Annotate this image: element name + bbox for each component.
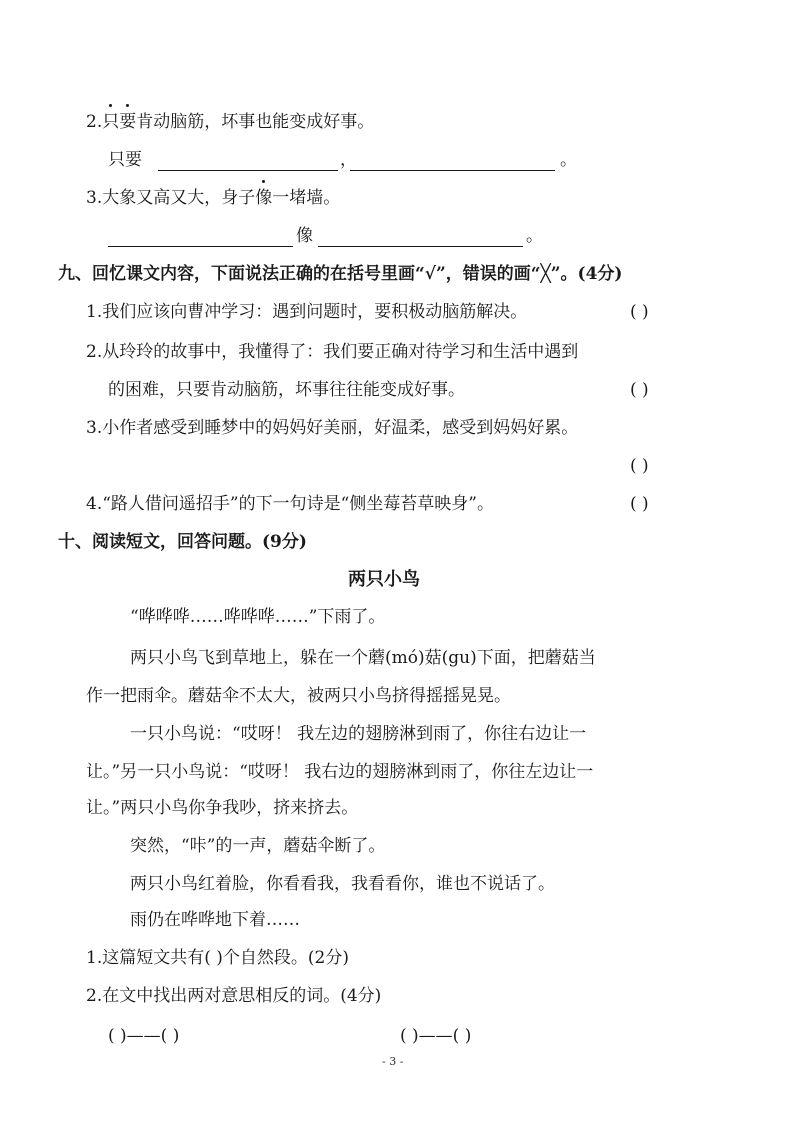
q8-2-dotted-char-1: 只 (102, 112, 120, 132)
passage-para-3-line-3: 让。”两只小鸟你争我吵，挤来挤去。 (86, 798, 359, 818)
q10-2-answer-pair-2[interactable]: ( )——( ) (400, 1026, 472, 1046)
q8-2-dotted-char-2: 要 (119, 112, 137, 132)
q8-2-fill-comma: ， (340, 150, 357, 170)
passage-para-4: 突然，“咔”的一声，蘑菇伞断了。 (130, 836, 386, 856)
q9-3-answer-paren[interactable]: ( ) (630, 456, 649, 476)
passage-para-6: 雨仍在哗哗地下着…… (130, 910, 300, 930)
passage-para-3-line-1: 一只小鸟说：“哎呀！ 我左边的翅膀淋到雨了，你往右边让一 (130, 724, 587, 744)
q8-3-line (86, 186, 340, 210)
passage-para-5: 两只小鸟红着脸，你看看我，我看看你，谁也不说话了。 (130, 874, 555, 894)
q8-2-blank-2[interactable] (350, 170, 555, 171)
q8-3-blank-1[interactable] (108, 246, 293, 247)
q9-2-text: 2.从玲玲的故事中，我懂得了：我们要正确对待学习和生活中遇到 (86, 342, 579, 362)
q10-2-text: 2.在文中找出两对意思相反的词。(4分) (86, 986, 382, 1006)
q8-2-blank-1[interactable] (158, 170, 338, 171)
q8-3-blank-2[interactable] (318, 246, 523, 247)
q8-2-line (86, 110, 374, 134)
passage-para-1: “哗哗哗……哗哗哗……”下雨了。 (130, 607, 386, 627)
q8-3-fill-mid: 像 (296, 226, 313, 246)
passage-para-2-line-1: 两只小鸟飞到草地上，躲在一个蘑(mó)菇(gu)下面，把蘑菇当 (130, 648, 596, 668)
q8-2-text: 肯动脑筋，坏事也能变成好事。 (136, 112, 375, 132)
q8-2-num: 2. (86, 112, 103, 132)
part9-heading: 九、回忆课文内容，下面说法正确的在括号里画“√”，错误的画“╳”。(4分) (58, 264, 623, 284)
passage-title: 两只小鸟 (348, 569, 420, 590)
q8-3-dotted-char: 像 (255, 188, 273, 208)
q10-1-text: 1.这篇短文共有( )个自然段。(2分) (86, 948, 349, 968)
q8-3-fill-end: 。 (526, 226, 543, 246)
q9-2-answer-paren[interactable]: ( ) (630, 380, 649, 400)
q8-3-after: 一堵墙。 (272, 188, 341, 208)
part10-heading: 十、阅读短文，回答问题。(9分) (58, 532, 307, 552)
q9-4-text: 4.“路人借问遥招手”的下一句诗是“侧坐莓苔草映身”。 (86, 494, 494, 514)
passage-para-2-line-2: 作一把雨伞。蘑菇伞不太大，被两只小鸟挤得摇摇晃晃。 (86, 686, 511, 706)
q9-2-text-cont: 的困难，只要肯动脑筋，坏事往往能变成好事。 (108, 380, 465, 400)
q8-2-fill-end: 。 (560, 150, 577, 170)
q10-2-answer-pair-1[interactable]: ( )——( ) (108, 1026, 180, 1046)
q9-1-answer-paren[interactable]: ( ) (630, 302, 649, 322)
q9-1-text: 1.我们应该向曹冲学习：遇到问题时，要积极动脑筋解决。 (86, 302, 528, 322)
q9-4-answer-paren[interactable]: ( ) (630, 494, 649, 514)
q8-2-fill-prefix: 只要 (108, 150, 142, 170)
page-number: - 3 - (382, 1055, 404, 1068)
passage-para-3-line-2: 让。”另一只小鸟说：“哎呀！ 我右边的翅膀淋到雨了，你往左边让一 (86, 762, 594, 782)
q8-3-num: 3. (86, 188, 103, 208)
q8-3-before: 大象又高又大，身子 (102, 188, 256, 208)
q9-3-text: 3.小作者感受到睡梦中的妈妈好美丽，好温柔，感受到妈妈好累。 (86, 418, 579, 438)
